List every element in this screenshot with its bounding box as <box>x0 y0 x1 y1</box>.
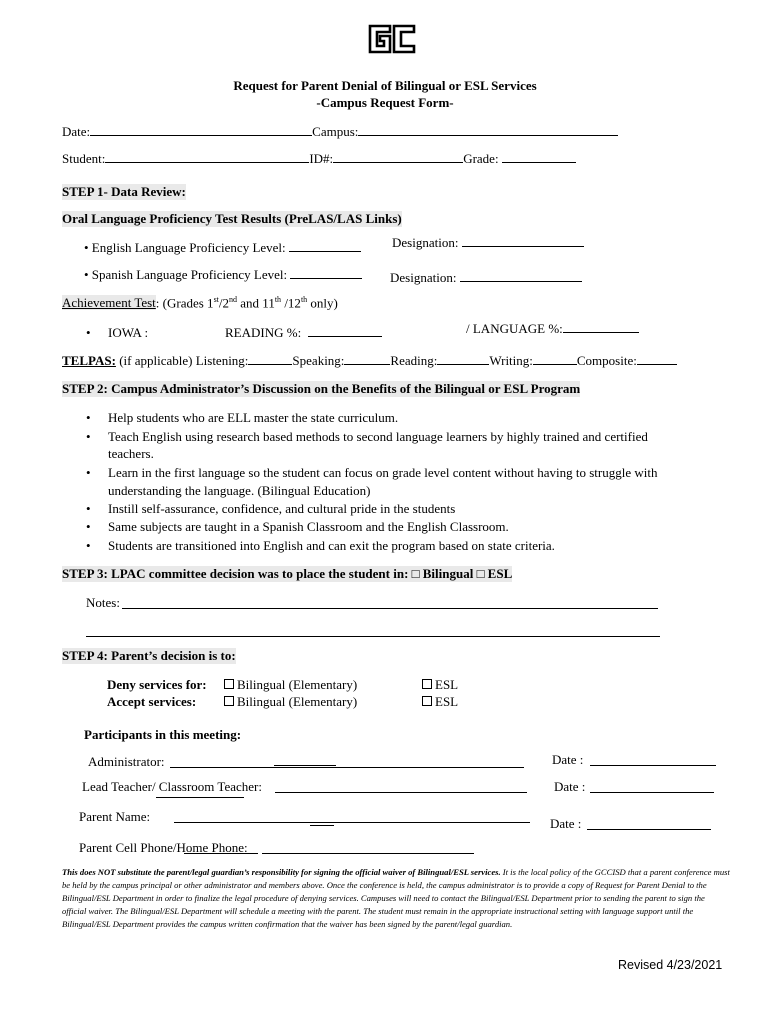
language-field[interactable] <box>563 332 639 333</box>
spanish-designation-field[interactable] <box>460 281 582 282</box>
lead-teacher-signature-line[interactable] <box>275 792 527 793</box>
checkbox-icon <box>224 696 234 706</box>
date-label: Date: <box>62 124 91 139</box>
student-label: Student: <box>62 151 106 166</box>
reading2-label: Reading: <box>390 353 438 368</box>
spanish-level-field[interactable] <box>290 278 362 279</box>
reading-label: READING %: <box>225 325 302 340</box>
footnote-text: It is the local policy of the GCCISD that a parent conference must be held by the campus principal or other administrator and members above. Once the conference is held, the campus administrator is to provide a copy of Request for Parent Denial to the Bilingual/ESL Department in order to finalize the legal procedure of denying services. Campuses will need to contact the Bilingual/ESL Department prior to sending the parent to sign the official waiver. The Bilingual/ESL Department will schedule a meeting with the parent. The student must remain in the appropriate instructional setting with language support until the Bilingual/ESL Department provides the campus written confirmation that the waiver has been signed by the parent/legal guardian. <box>62 867 730 929</box>
checkbox-icon <box>422 679 432 689</box>
accept-esl-checkbox[interactable]: ESL <box>422 694 458 710</box>
footnote-bold: This does NOT substitute the parent/legal guardian’s responsibility for signing the official waiver of Bilingual/ESL services. <box>62 867 501 877</box>
parent-date-label: Date : <box>550 816 582 831</box>
administrator-signature-line[interactable] <box>170 767 524 768</box>
id-field[interactable] <box>333 162 463 163</box>
id-label: ID#: <box>309 151 334 166</box>
spanish-designation-label: Designation: <box>390 270 457 285</box>
language-label: / LANGUAGE %: <box>466 321 563 336</box>
district-logo <box>366 20 418 58</box>
revised-date: Revised 4/23/2021 <box>618 958 723 972</box>
reading-field[interactable] <box>308 336 382 337</box>
checkbox-icon <box>422 696 432 706</box>
form-subtitle: -Campus Request Form- <box>316 95 454 110</box>
parent-phone-short-line <box>184 853 258 854</box>
grade-label: Grade: <box>463 151 499 166</box>
speaking-label: Speaking: <box>292 353 345 368</box>
parent-name-signature-line[interactable] <box>174 822 530 823</box>
parent-phone-line[interactable] <box>262 853 474 854</box>
gc-logo-icon <box>366 20 418 58</box>
lead-teacher-short-line <box>156 797 244 798</box>
date-field[interactable] <box>90 135 312 136</box>
step1-heading: STEP 1- Data Review: <box>62 184 186 199</box>
deny-bilingual-checkbox[interactable]: Bilingual (Elementary) <box>224 677 357 693</box>
footnote <box>62 866 730 931</box>
speaking-field[interactable] <box>344 364 390 365</box>
iowa-bullet: • <box>86 325 91 340</box>
accept-bilingual-checkbox[interactable]: Bilingual (Elementary) <box>224 694 357 710</box>
parent-name-short-line <box>310 825 334 826</box>
lead-teacher-date-label: Date : <box>554 779 586 794</box>
achievement-test-label: Achievement Test <box>62 295 156 311</box>
notes-line-2[interactable] <box>86 636 660 637</box>
notes-label: Notes: <box>86 595 120 610</box>
step2-heading: STEP 2: Campus Administrator’s Discussion on the Benefits of the Bilingual or ESL Program <box>62 381 581 396</box>
english-designation-field[interactable] <box>462 246 584 247</box>
composite-field[interactable] <box>637 364 677 365</box>
checkbox-icon <box>224 679 234 689</box>
listening-field[interactable] <box>248 364 292 365</box>
spanish-level-label: • Spanish Language Proficiency Level: <box>84 267 288 282</box>
parent-name-label: Parent Name: <box>79 809 151 824</box>
listening-label: (if applicable) Listening: <box>115 353 249 368</box>
lead-teacher-label: Lead Teacher/ Classroom Teacher: <box>82 779 262 794</box>
composite-label: Composite: <box>576 353 637 368</box>
parent-date-line[interactable] <box>587 829 711 830</box>
lead-teacher-date-line[interactable] <box>590 792 714 793</box>
oral-language-heading: Oral Language Proficiency Test Results (PreLAS/LAS Links) <box>62 211 402 226</box>
writing-field[interactable] <box>533 364 577 365</box>
achievement-test-line: Achievement Test: (Grades 1st/2nd and 11th /12th only) <box>62 295 338 311</box>
step3-heading: STEP 3: LPAC committee decision was to place the student in: □ Bilingual □ ESL <box>62 566 513 581</box>
administrator-label: Administrator: <box>88 754 165 769</box>
form-title: Request for Parent Denial of Bilingual or ESL Services <box>233 78 537 93</box>
grade-field[interactable] <box>502 162 576 163</box>
campus-field[interactable] <box>358 135 618 136</box>
accept-services-label: Accept services: <box>107 694 197 709</box>
parent-phone-label: Parent Cell Phone/Home Phone: <box>79 840 248 855</box>
reading2-field[interactable] <box>437 364 489 365</box>
iowa-label: IOWA : <box>108 325 149 340</box>
administrator-date-label: Date : <box>552 752 584 767</box>
english-designation-label: Designation: <box>392 235 459 250</box>
english-level-field[interactable] <box>289 251 361 252</box>
step4-heading: STEP 4: Parent’s decision is to: <box>62 648 236 663</box>
campus-label: Campus: <box>312 124 359 139</box>
writing-label: Writing: <box>489 353 533 368</box>
english-level-label: • English Language Proficiency Level: <box>84 240 286 255</box>
participants-heading: Participants in this meeting: <box>84 727 242 742</box>
administrator-date-line[interactable] <box>590 765 716 766</box>
notes-line-1[interactable] <box>122 608 658 609</box>
telpas-label: TELPAS: <box>62 353 116 368</box>
student-field[interactable] <box>105 162 309 163</box>
administrator-short-line <box>274 765 336 766</box>
deny-services-label: Deny services for: <box>107 677 207 692</box>
deny-esl-checkbox[interactable]: ESL <box>422 677 458 693</box>
